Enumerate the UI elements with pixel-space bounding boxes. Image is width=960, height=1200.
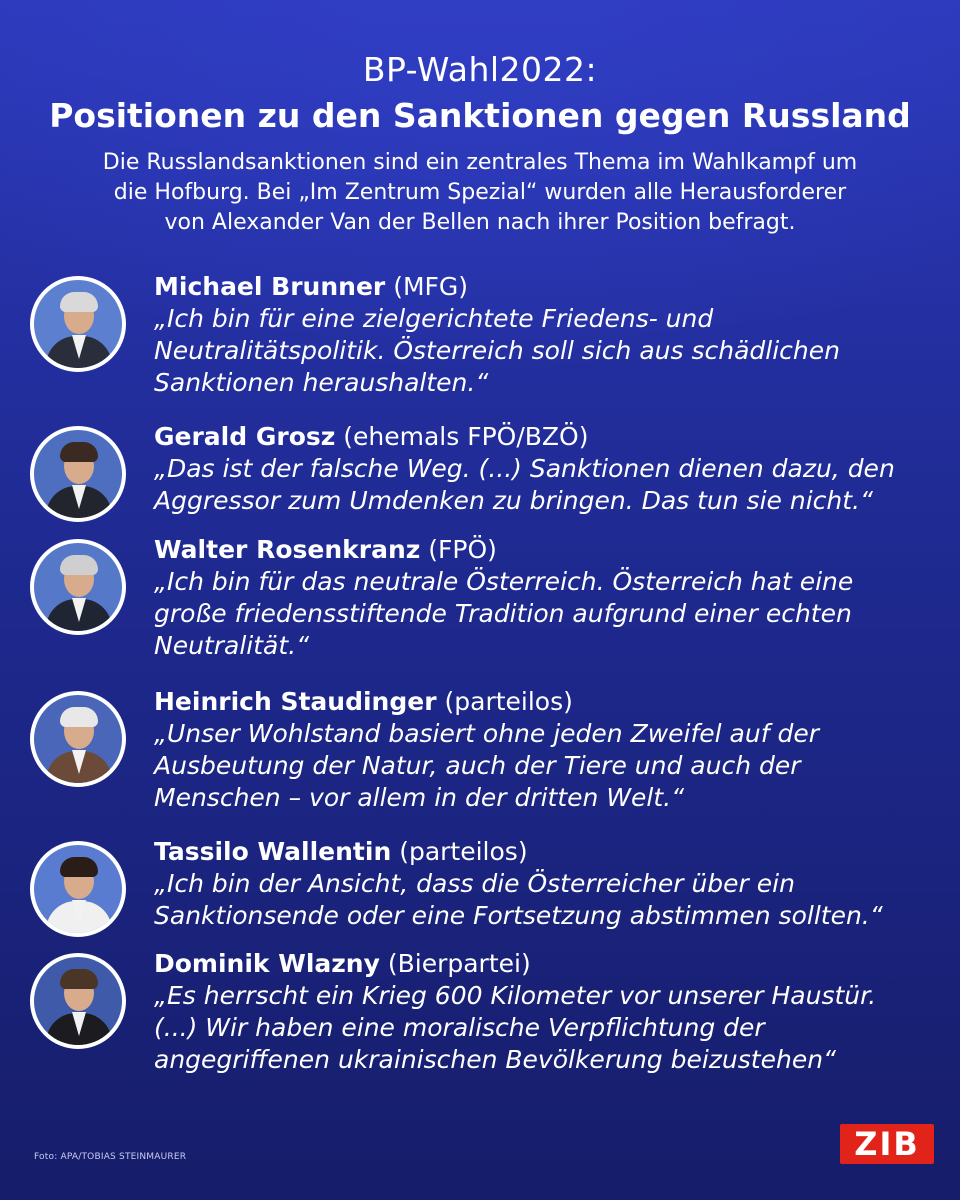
candidate-header [154, 947, 940, 980]
avatar [30, 841, 126, 937]
candidate-name: Gerald Grosz [154, 422, 336, 451]
candidate-entry [30, 533, 940, 685]
candidate-text [154, 685, 940, 814]
candidate-entry [30, 420, 940, 533]
candidate-party: (parteilos) [399, 837, 528, 866]
candidate-list [30, 270, 940, 1087]
candidate-entry [30, 947, 940, 1087]
candidate-header [154, 685, 940, 718]
candidate-header [154, 420, 940, 453]
avatar [30, 691, 126, 787]
candidate-text [154, 420, 940, 517]
title-kicker: BP-Wahl2022: [362, 50, 598, 89]
zib-logo [840, 1124, 934, 1164]
candidate-text [154, 270, 940, 399]
candidate-party: (parteilos) [444, 687, 573, 716]
avatar [30, 953, 126, 1049]
candidate-name: Walter Rosenkranz [154, 535, 421, 564]
candidate-party: (Bierpartei) [387, 949, 531, 978]
candidate-party: (FPÖ) [428, 535, 497, 564]
candidate-quote: „Unser Wohlstand basiert ohne jeden Zweifel auf der Ausbeutung der Natur, auch der Tiere und auch der Menschen – vor allem in der dritten Welt.“ [154, 719, 820, 812]
candidate-text [154, 533, 940, 662]
candidate-header [154, 835, 940, 868]
candidate-header [154, 533, 940, 566]
avatar [30, 276, 126, 372]
candidate-party: (ehemals FPÖ/BZÖ) [343, 422, 589, 451]
candidate-quote: „Ich bin für eine zielgerichtete Friedens- und Neutralitätspolitik. Österreich soll sich aus schädlichen Sanktionen heraushalten.“ [154, 304, 840, 397]
candidate-name: Tassilo Wallentin [154, 837, 392, 866]
intro-text: Die Russlandsanktionen sind ein zentrales Thema im Wahlkampf um die Hofburg. Bei „Im Zentrum Spezial“ wurden alle Herausforderer von Alexander Van der Bellen nach ihrer Position befragt. [102, 150, 858, 235]
candidate-text [154, 835, 940, 932]
page-title: Positionen zu den Sanktionen gegen Russland [49, 96, 911, 135]
candidate-name: Dominik Wlazny [154, 949, 380, 978]
header [0, 48, 960, 238]
candidate-text [154, 947, 940, 1076]
avatar [30, 539, 126, 635]
candidate-header [154, 270, 940, 303]
photo-credit: Foto: APA/TOBIAS STEINMAURER [34, 1152, 187, 1162]
candidate-entry [30, 685, 940, 835]
candidate-quote: „Ich bin für das neutrale Österreich. Österreich hat eine große friedensstiftende Tradition aufgrund einer echten Neutralität.“ [154, 567, 854, 660]
candidate-name: Michael Brunner [154, 272, 386, 301]
candidate-entry [30, 270, 940, 420]
candidate-quote: „Ich bin der Ansicht, dass die Österreicher über ein Sanktionsende oder eine Fortsetzung abstimmen sollten.“ [154, 869, 883, 930]
candidate-party: (MFG) [393, 272, 469, 301]
candidate-quote: „Es herrscht ein Krieg 600 Kilometer vor unserer Haustür. (...) Wir haben eine moralische Verpflichtung der angegriffenen ukrainischen Bevölkerung beizustehen“ [154, 981, 877, 1074]
candidate-name: Heinrich Staudinger [154, 687, 437, 716]
avatar [30, 426, 126, 522]
candidate-quote: „Das ist der falsche Weg. (...) Sanktionen dienen dazu, den Aggressor zum Umdenken zu bringen. Das tun sie nicht.“ [154, 454, 895, 515]
candidate-entry [30, 835, 940, 947]
logo-text: ZIB [854, 1125, 920, 1163]
